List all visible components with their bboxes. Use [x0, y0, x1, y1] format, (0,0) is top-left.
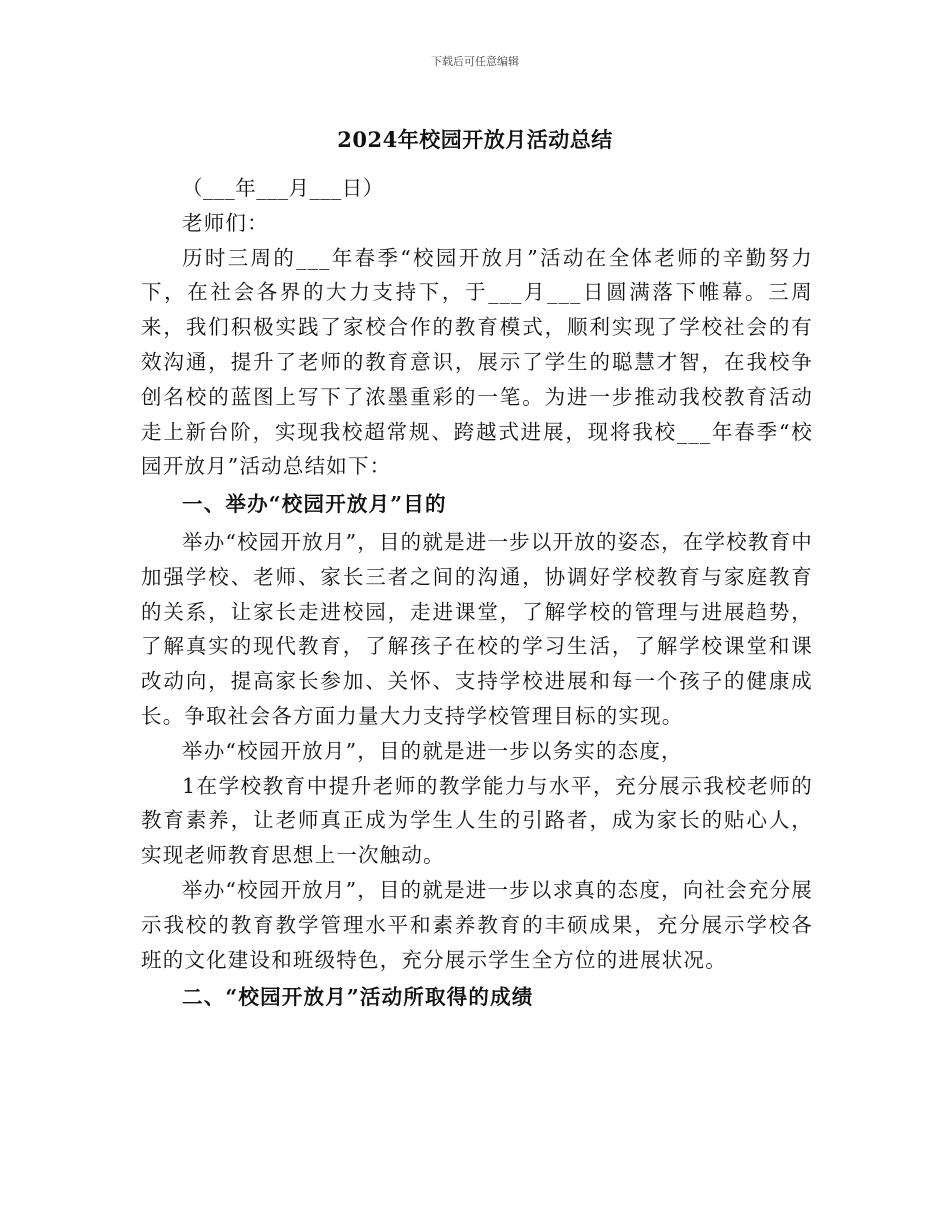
body-paragraph: 举办“校园开放月”，目的就是进一步以务实的态度，	[182, 738, 683, 763]
document-body	[141, 171, 813, 1018]
intro-paragraph: 历时三周的___年春季“校园开放月”活动在全体老师的辛勤努力下，在社会各界的大力支持下，于___月___日圆满落下帷幕。三周来，我们积极实践了家校合作的教育模式，顺利实现了学校社会的有效沟通，提升了老师的教育意识，展示了学生的聪慧才智，在我校争创名校的蓝图上写下了浓墨重彩的一笔。为进一步推动我校教育活动走上新台阶，实现我校超常规、跨越式进展，现将我校___年春季“校园开放月”活动总结如下：	[141, 245, 813, 479]
body-paragraph: 1在学校教育中提升老师的教学能力与水平，充分展示我校老师的教育素养，让老师真正成为学生人生的引路者，成为家长的贴心人，实现老师教育思想上一次触动。	[141, 773, 813, 868]
date-line: （___年___月___日）	[182, 176, 384, 200]
section-heading-2: 二、“校园开放月”活动所取得的成绩	[182, 985, 534, 1010]
body-paragraph: 举办“校园开放月”，目的就是进一步以开放的姿态，在学校教育中加强学校、老师、家长三者之间的沟通，协调好学校教育与家庭教育的关系，让家长走进校园，走进课堂，了解学校的管理与进展趋势，了解真实的现代教育，了解孩子在校的学习生活，了解学校课堂和课改动向，提高家长参加、关怀、支持学校进展和每一个孩子的健康成长。争取社会各方面力量大力支持学校管理目标的实现。	[141, 529, 813, 728]
salutation: 老师们：	[182, 210, 269, 235]
header-note: 下载后可任意编辑	[431, 55, 519, 68]
body-paragraph: 举办“校园开放月”，目的就是进一步以求真的态度，向社会充分展示我校的教育教学管理水平和素养教育的丰硕成果，充分展示学校各班的文化建设和班级特色，充分展示学生全方位的进展状况。	[141, 877, 813, 972]
section-heading-1: 一、举办“校园开放月”目的	[182, 492, 447, 517]
document-title: 2024年校园开放月活动总结	[337, 127, 613, 152]
